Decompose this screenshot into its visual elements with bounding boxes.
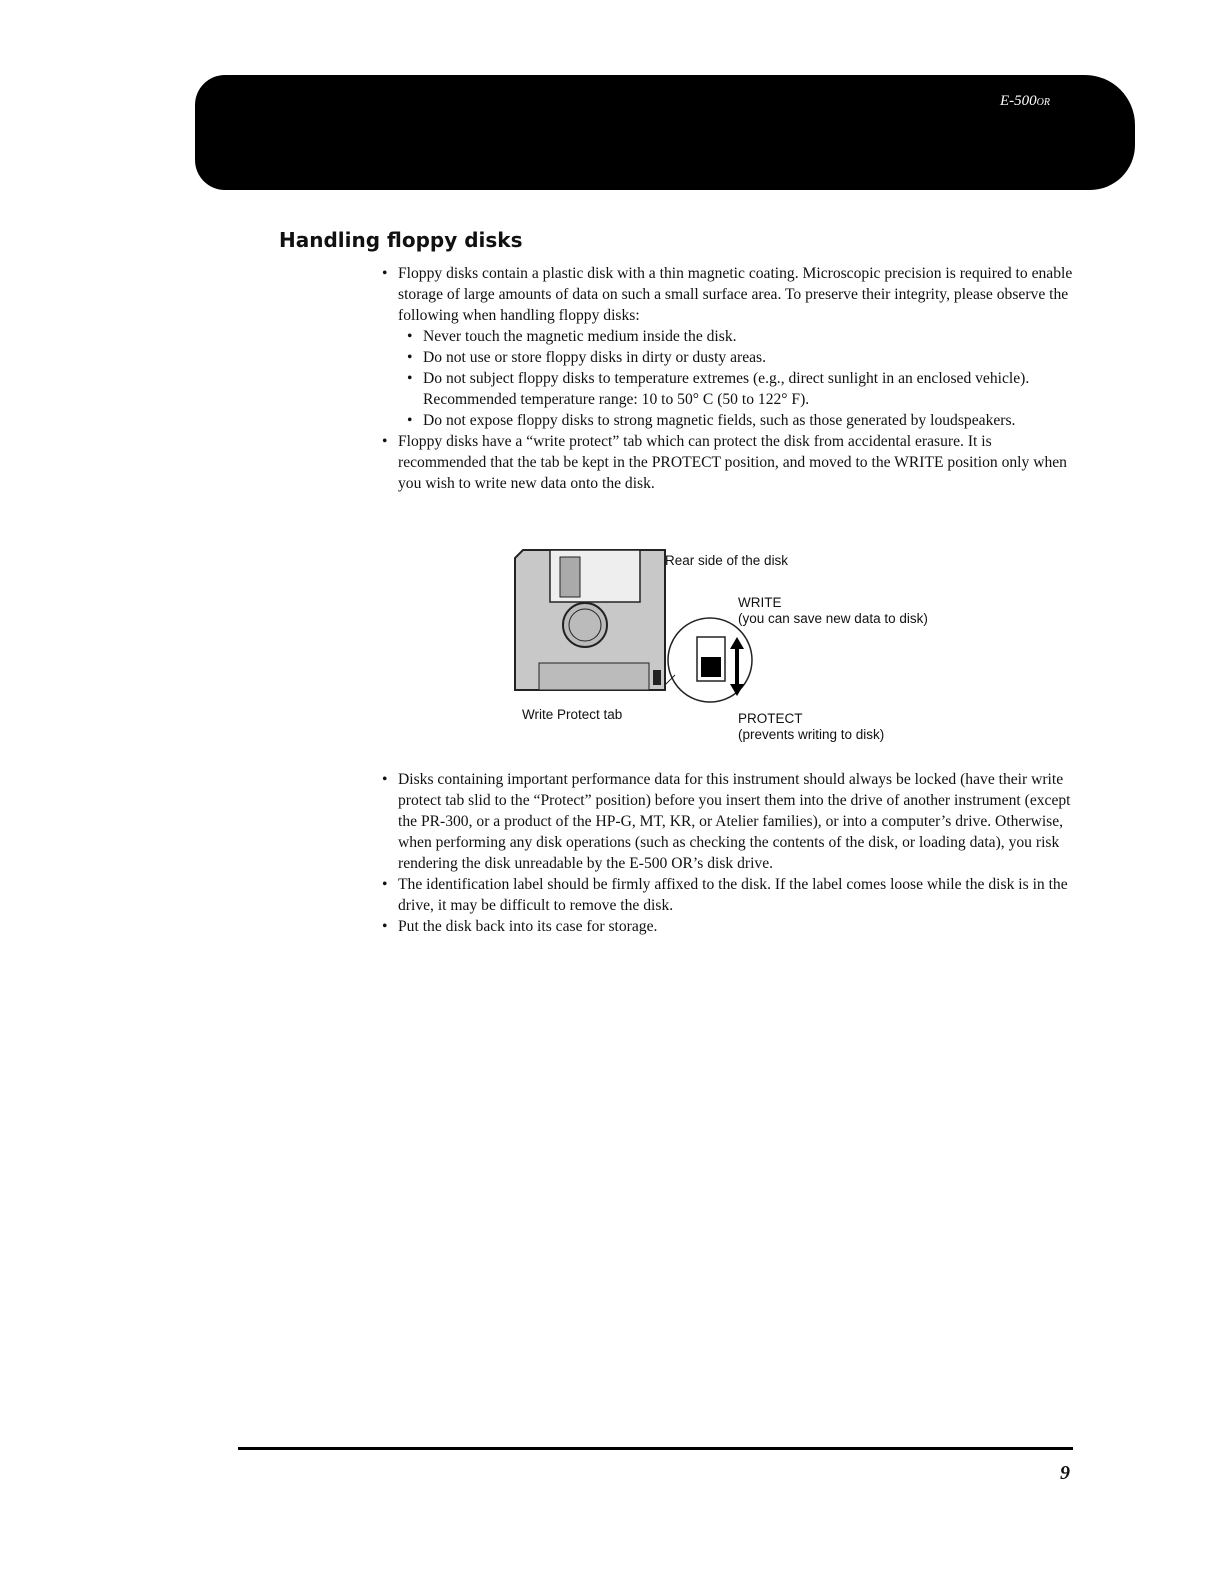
header-banner — [195, 75, 1135, 190]
model-name — [1000, 93, 1050, 110]
floppy-disk-diagram — [505, 545, 965, 755]
write-protect-tab-label: Write Protect tab — [522, 707, 623, 722]
write-desc: (you can save new data to disk) — [738, 611, 928, 626]
bullet: • The identification label should be firmly affixed to the disk. If the label comes loose while the disk is in the drive, it may be difficult to remove the disk. — [398, 874, 1078, 916]
bullet: • Put the disk back into its case for storage. — [398, 916, 1078, 937]
model-text: E-500 — [999, 93, 1037, 109]
body-bottom — [398, 769, 1078, 937]
write-label: WRITE — [738, 595, 782, 610]
protect-label: PROTECT — [738, 711, 803, 726]
sub-bullet: • Do not expose floppy disks to strong magnetic fields, such as those generated by loudspeakers. — [423, 410, 1078, 431]
protect-desc: (prevents writing to disk) — [738, 727, 885, 742]
footer-rule — [238, 1447, 1073, 1450]
model-suffix: OR — [1036, 97, 1050, 108]
write-protect-zoom-icon — [665, 618, 752, 702]
intro-bullet: • Floppy disks contain a plastic disk with a thin magnetic coating. Microscopic precision is required to enable storage of large amounts of data on such a small surface area. To preserve their integrity, please observe the following when handling floppy disks: — [398, 263, 1078, 326]
page-number: 9 — [1060, 1462, 1070, 1484]
sub-bullet: • Do not use or store floppy disks in dirty or dusty areas. — [423, 347, 1078, 368]
rear-side-label: Rear side of the disk — [665, 553, 789, 568]
section-title: Handling floppy disks — [279, 228, 523, 252]
sub-bullet: • Do not subject floppy disks to temperature extremes (e.g., direct sunlight in an enclosed vehicle). Recommended temperature range: 10 to 50° C (50 to 122° F). — [423, 368, 1078, 410]
write-protect-bullet: • Floppy disks have a “write protect” tab which can protect the disk from accidental erasure. It is recommended that the tab be kept in the PROTECT position, and moved to the WRITE position only when you wish to write new data onto the disk. — [398, 431, 1078, 494]
body-top — [398, 263, 1078, 494]
sub-bullet: • Never touch the magnetic medium inside the disk. — [423, 326, 1078, 347]
bullet: • Disks containing important performance data for this instrument should always be locked (have their write protect tab slid to the “Protect” position) before you insert them into the drive of another instrument (except the PR-300, or a product of the HP-G, MT, KR, or Atelier families), or into a computer’s drive. Otherwise, when performing any disk operations (such as checking the contents of the disk, or loading data), you risk rendering the disk unreadable by the E-500 OR’s disk drive. — [398, 769, 1078, 874]
floppy-disk-icon — [515, 550, 665, 690]
